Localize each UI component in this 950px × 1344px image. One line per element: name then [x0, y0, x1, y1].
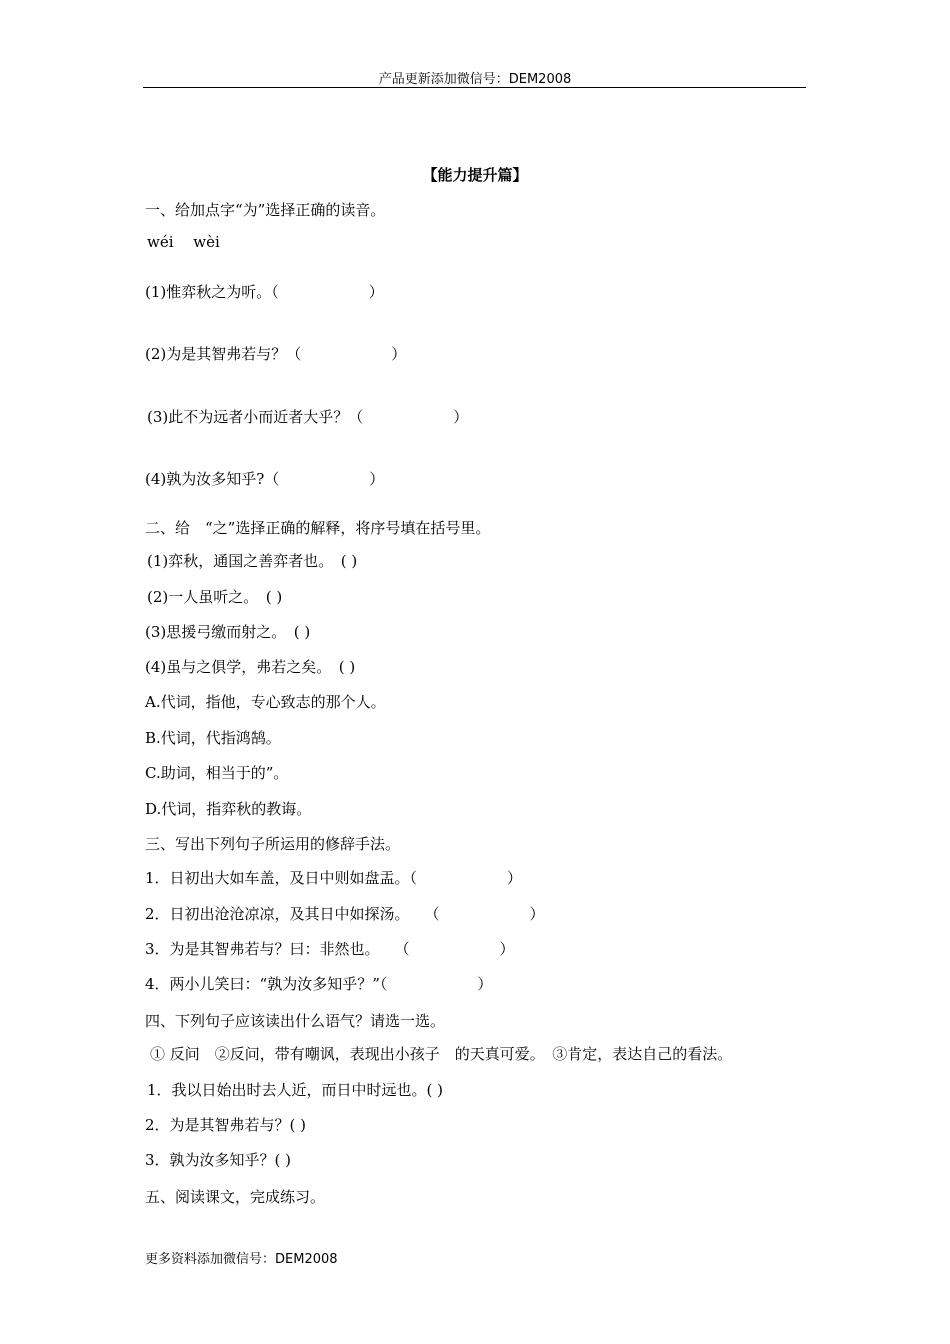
s3-heading: 三、写出下列句子所运用的修辞手法。 — [145, 835, 401, 853]
s4-question-2: 2．为是其智弗若与？( ) — [145, 1116, 307, 1134]
s3-question-1: 1．日初出大如车盖，及日中则如盘盂。（ ） — [145, 869, 523, 887]
page-header: 产品更新添加微信号：DEM2008 — [378, 72, 572, 87]
s2-question-3: (3)思援弓缴而射之。 ( ) — [145, 623, 311, 641]
s1-heading: 一、给加点字“为”选择正确的读音。 — [145, 201, 386, 219]
s2-question-2: (2)一人虽听之。 ( ) — [147, 588, 283, 606]
s2-question-4: (4)虽与之俱学，弗若之矣。 ( ) — [145, 658, 356, 676]
s4-question-3: 3．孰为汝多知乎？( ) — [145, 1151, 292, 1169]
s4-options: ① 反问 ②反问，带有嘲讽，表现出小孩子 的天真可爱。 ③肯定，表达自己的看法。 — [150, 1045, 733, 1063]
s4-heading: 四、下列句子应该读出什么语气？请选一选。 — [145, 1012, 446, 1030]
s2-option-b: B.代词，代指鸿鹄。 — [145, 729, 281, 747]
s3-question-2: 2．日初出沧沧凉凉，及其日中如探汤。 （ ） — [145, 905, 545, 923]
s1-question-1: (1)惟弈秋之为听。（ ） — [145, 283, 384, 301]
s1-question-2: (2)为是其智弗若与？（ ） — [145, 345, 407, 363]
s1-question-3: (3)此不为远者小而近者大乎？（ ） — [147, 408, 469, 426]
s3-question-3: 3．为是其智弗若与？曰：非然也。 （ ） — [145, 940, 515, 958]
page-footer: 更多资料添加微信号：DEM2008 — [145, 1252, 338, 1267]
section-title: 【能力提升篇】 — [422, 166, 528, 184]
s1-question-4: (4)孰为汝多知乎?（ ） — [145, 470, 385, 488]
s2-question-1: (1)弈秋，通国之善弈者也。 ( ) — [147, 552, 358, 570]
s2-option-a: A.代词，指他，专心致志的那个人。 — [145, 693, 386, 711]
s5-heading: 五、阅读课文，完成练习。 — [145, 1188, 326, 1206]
s4-question-1: 1．我以日始出时去人近，而日中时远也。( ) — [147, 1081, 444, 1099]
s2-option-c: C.助词，相当于的”。 — [145, 764, 289, 782]
s1-options: wéi wèi — [147, 233, 220, 251]
s3-question-4: 4．两小儿笑曰：“孰为汝多知乎？”（ ） — [145, 975, 493, 993]
s2-option-d: D.代词，指弈秋的教诲。 — [145, 800, 312, 818]
s2-heading: 二、给 “之”选择正确的解释，将序号填在括号里。 — [145, 519, 491, 537]
header-rule — [143, 87, 806, 88]
